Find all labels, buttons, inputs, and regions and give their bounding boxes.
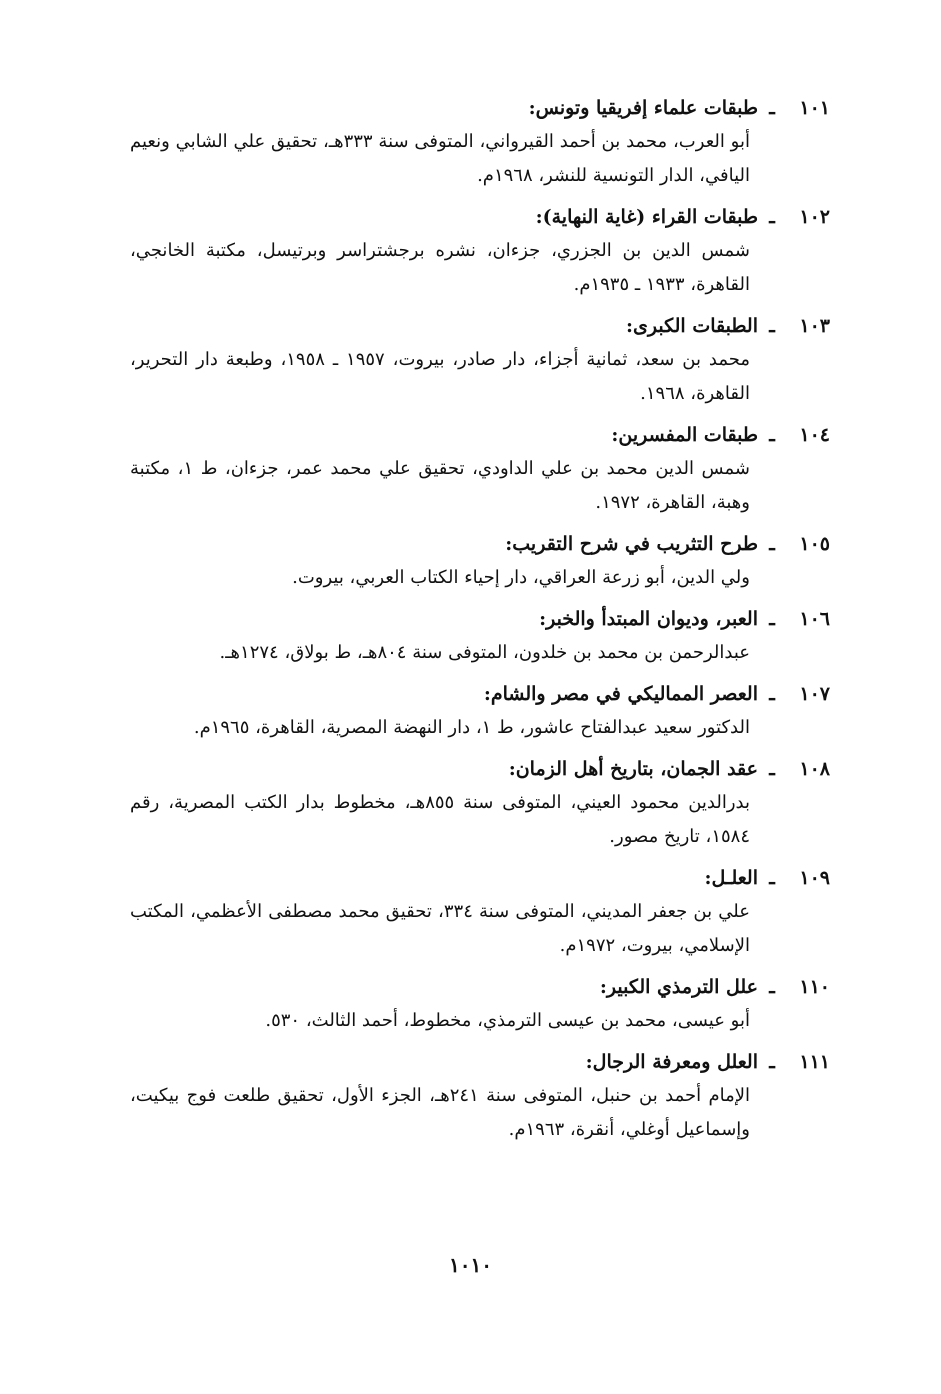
entry-number: ١٠٥ — [799, 533, 830, 555]
entry-number: ١٠٩ — [799, 867, 830, 889]
entry-title: طبقات القراء (غاية النهاية): — [535, 206, 758, 228]
entry-dash: ـ — [769, 1051, 775, 1073]
entry-heading — [130, 92, 830, 125]
entry-description: علي بن جعفر المديني، المتوفى سنة ٣٣٤، تحقيق محمد مصطفى الأعظمي، المكتب الإسلامي، بيروت، ١٩٧٢م. — [130, 901, 750, 956]
entry-description: أبو عيسى، محمد بن عيسى الترمذي، مخطوط، أحمد الثالث، ٥٣٠. — [265, 1010, 750, 1031]
entry-title: العصر المماليكي في مصر والشام: — [483, 683, 758, 705]
page-number: ١٠١٠ — [449, 1253, 492, 1277]
entry-heading — [130, 419, 830, 452]
entry-number: ١١١ — [799, 1051, 830, 1073]
entry-number: ١٠٧ — [799, 683, 830, 705]
entry-number: ١٠٨ — [799, 758, 830, 780]
entry-dash: ـ — [769, 533, 775, 555]
entry-dash: ـ — [769, 97, 775, 119]
entry-number: ١٠٢ — [799, 206, 830, 228]
entry-title: طبقات المفسرين: — [611, 424, 758, 446]
entry-number: ١٠١ — [799, 97, 830, 119]
entry-description: بدرالدين محمود العيني، المتوفى سنة ٨٥٥هـ، مخطوط بدار الكتب المصرية، رقم ١٥٨٤، تاريخ مصور. — [130, 792, 750, 847]
entry-description: ولي الدين، أبو زرعة العراقي، دار إحياء الكتاب العربي، بيروت. — [292, 567, 750, 588]
bibliography-entry — [130, 310, 830, 419]
entry-heading — [130, 310, 830, 343]
entry-heading — [130, 678, 830, 711]
entry-title: طبقات علماء إفريقيا وتونس: — [528, 97, 758, 119]
entry-title: عقد الجمان، بتاريخ أهل الزمان: — [508, 758, 758, 780]
bibliography-entry — [130, 862, 830, 971]
entry-heading — [130, 753, 830, 786]
entry-heading — [130, 971, 830, 1004]
entry-number: ١٠٣ — [799, 315, 830, 337]
entry-title: العبر، وديوان المبتدأ والخبر: — [539, 608, 758, 630]
bibliography-entry — [130, 92, 830, 201]
entry-dash: ـ — [769, 867, 775, 889]
bibliography-entry — [130, 971, 830, 1046]
entry-title: طرح التثريب في شرح التقريب: — [505, 533, 758, 555]
entry-dash: ـ — [769, 758, 775, 780]
entry-dash: ـ — [769, 315, 775, 337]
entry-number: ١٠٤ — [799, 424, 830, 446]
entry-dash: ـ — [769, 683, 775, 705]
entry-description: الدكتور سعيد عبدالفتاح عاشور، ط ١، دار النهضة المصرية، القاهرة، ١٩٦٥م. — [193, 717, 750, 738]
entry-title: العلـل: — [704, 867, 758, 889]
entry-heading — [130, 201, 830, 234]
bibliography-list — [130, 92, 830, 1155]
entry-dash: ـ — [769, 206, 775, 228]
entry-description: محمد بن سعد، ثمانية أجزاء، دار صادر، بيروت، ١٩٥٧ ـ ١٩٥٨، وطبعة دار التحرير، القاهرة، ١٩٦٨. — [130, 349, 751, 404]
entry-description: الإمام أحمد بن حنبل، المتوفى سنة ٢٤١هـ، الجزء الأول، تحقيق طلعت فوج بيكيت، وإسماعيل أوغلي، أنقرة، ١٩٦٣م. — [130, 1085, 750, 1140]
entry-number: ١١٠ — [799, 976, 830, 998]
entry-dash: ـ — [769, 976, 775, 998]
entry-title: علل الترمذي الكبير: — [599, 976, 758, 998]
bibliography-entry — [130, 753, 830, 862]
entry-description: عبدالرحمن بن محمد بن خلدون، المتوفى سنة ٨٠٤هـ، ط بولاق، ١٢٧٤هـ. — [219, 642, 750, 663]
entry-description: أبو العرب، محمد بن أحمد القيرواني، المتوفى سنة ٣٣٣هـ، تحقيق علي الشابي ونعيم اليافي، الدار التونسية للنشر، ١٩٦٨م. — [130, 131, 750, 186]
bibliography-entry — [130, 603, 830, 678]
bibliography-entry — [130, 678, 830, 753]
entry-heading — [130, 862, 830, 895]
entry-heading — [130, 1046, 830, 1079]
entry-title: العلل ومعرفة الرجال: — [585, 1051, 758, 1073]
entry-heading — [130, 528, 830, 561]
bibliography-entry — [130, 1046, 830, 1155]
entry-dash: ـ — [769, 424, 775, 446]
entry-dash: ـ — [769, 608, 775, 630]
bibliography-entry — [130, 528, 830, 603]
bibliography-entry — [130, 419, 830, 528]
bibliography-entry — [130, 201, 830, 310]
entry-number: ١٠٦ — [799, 608, 830, 630]
entry-heading — [130, 603, 830, 636]
entry-description: شمس الدين بن الجزري، جزءان، نشره برجشتراسر وبرتيسل، مكتبة الخانجي، القاهرة، ١٩٣٣ ـ ١٩٣٥م. — [130, 240, 750, 295]
entry-description: شمس الدين محمد بن علي الداودي، تحقيق علي محمد عمر، جزءان، ط ١، مكتبة وهبة، القاهرة، ١٩٧٢. — [130, 458, 750, 513]
entry-title: الطبقات الكبرى: — [626, 315, 758, 337]
